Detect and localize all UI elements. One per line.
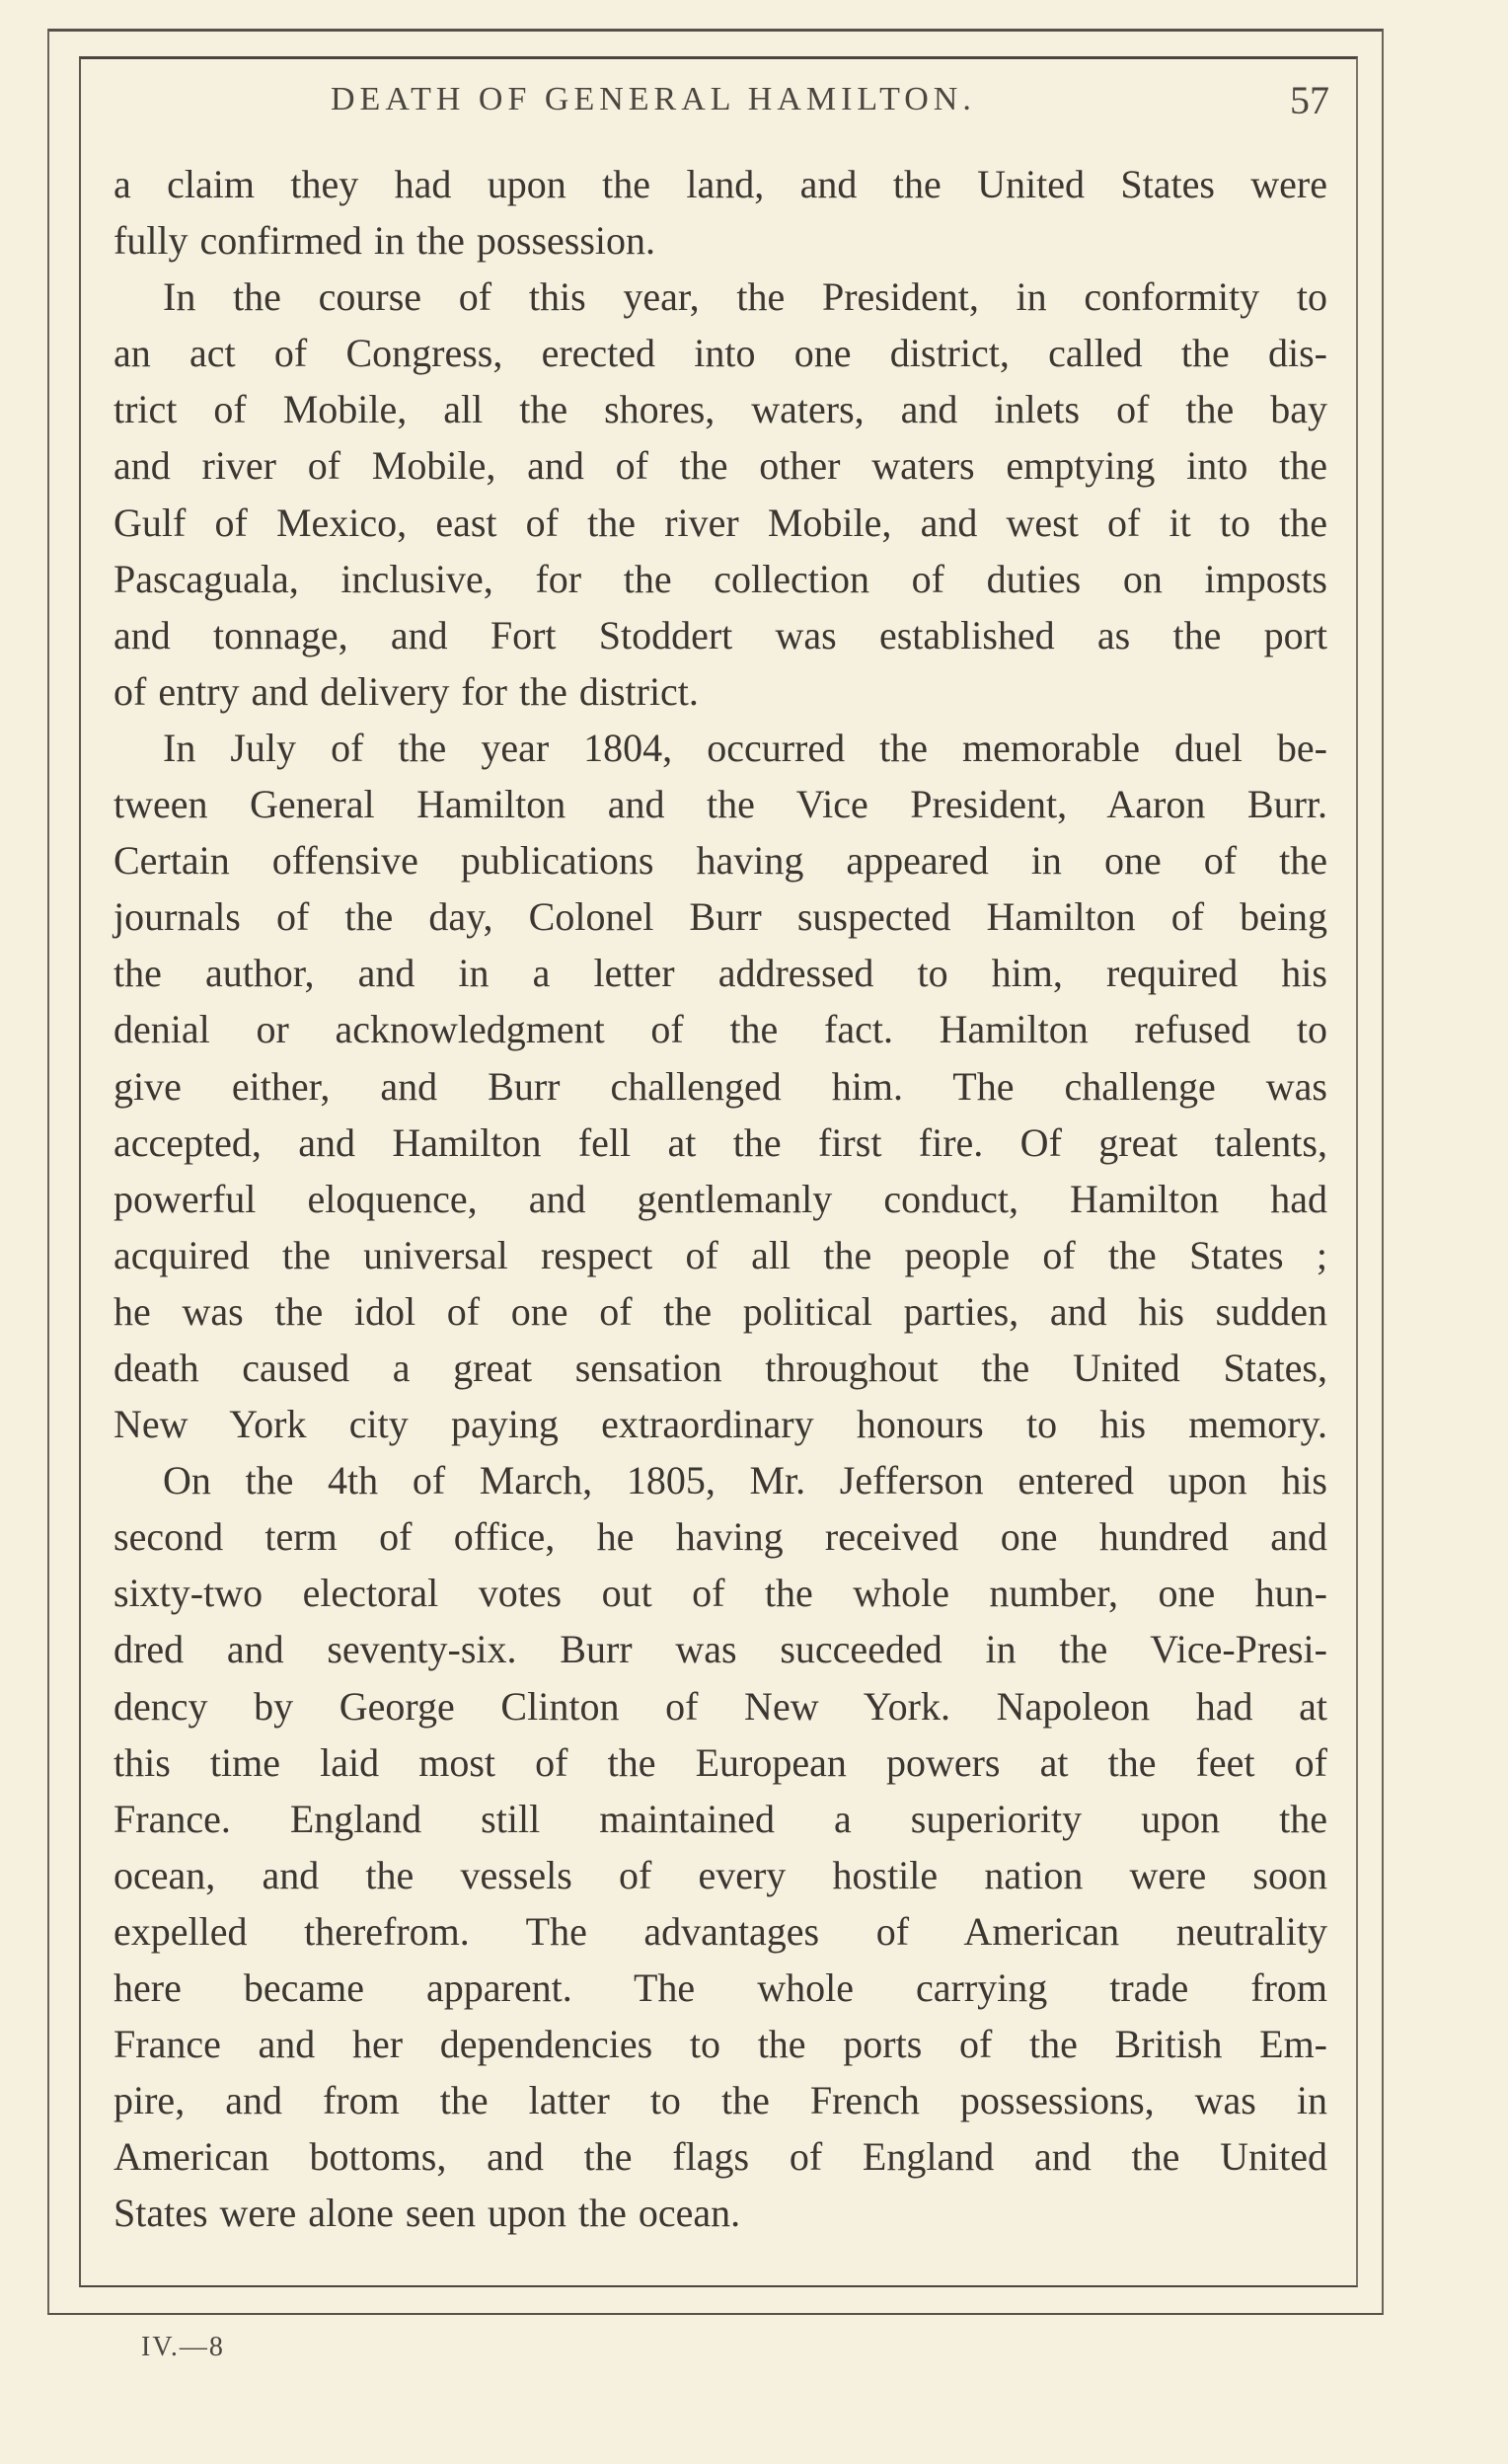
text-line: France and her dependencies to the ports of the British Em- <box>113 2022 1327 2067</box>
text-line: accepted, and Hamilton fell at the first fire. Of great talents, <box>113 1119 1327 1165</box>
text-line: American bottoms, and the flags of England and the United <box>113 2134 1327 2180</box>
text-line: On the 4th of March, 1805, Mr. Jefferson entered upon his <box>163 1458 1327 1503</box>
text-line: pire, and from the latter to the French possessions, was in <box>113 2078 1327 2123</box>
text-line: trict of Mobile, all the shores, waters, and inlets of the bay <box>113 387 1327 432</box>
page-number: 57 <box>1290 78 1329 122</box>
body-text <box>113 156 1327 2241</box>
text-line: a claim they had upon the land, and the United States were <box>113 162 1327 206</box>
text-line: Pascaguala, inclusive, for the collection of duties on imposts <box>113 556 1327 601</box>
text-line: here became apparent. The whole carrying trade from <box>113 1965 1327 2010</box>
text-line: In the course of this year, the President, in conformity to <box>163 274 1327 320</box>
text-line: acquired the universal respect of all the people of the States ; <box>113 1232 1327 1277</box>
text-line: ocean, and the vessels of every hostile nation were soon <box>113 1852 1327 1897</box>
text-line: powerful eloquence, and gentlemanly conduct, Hamilton had <box>113 1176 1327 1221</box>
text-line: States were alone seen upon the ocean. <box>113 2191 741 2236</box>
text-line: tween General Hamilton and the Vice President, Aaron Burr. <box>113 782 1327 827</box>
signature-mark: IV.—8 <box>141 2332 225 2362</box>
text-line: give either, and Burr challenged him. The challenge was <box>113 1063 1327 1109</box>
text-line: dency by George Clinton of New York. Napoleon had at <box>113 1683 1327 1729</box>
text-line: journals of the day, Colonel Burr suspected Hamilton of being <box>113 894 1327 940</box>
text-line: Gulf of Mexico, east of the river Mobile, and west of it to the <box>113 500 1327 545</box>
text-line: of entry and delivery for the district. <box>113 668 699 714</box>
text-line: expelled therefrom. The advantages of American neutrality <box>113 1908 1327 1954</box>
text-line: the author, and in a letter addressed to him, required his <box>113 951 1327 996</box>
text-line: this time laid most of the European powers at the feet of <box>113 1739 1327 1785</box>
text-line: second term of office, he having received one hundred and <box>113 1514 1327 1560</box>
text-line: fully confirmed in the possession. <box>113 218 656 264</box>
text-line: sixty-two electoral votes out of the whole number, one hun- <box>113 1571 1327 1616</box>
text-line: France. England still maintained a superiority upon the <box>113 1796 1327 1841</box>
text-line: denial or acknowledgment of the fact. Hamilton refused to <box>113 1007 1327 1052</box>
running-header <box>113 78 1329 130</box>
text-line: he was the idol of one of the political parties, and his sudden <box>113 1288 1327 1334</box>
text-line: Certain offensive publications having appeared in one of the <box>113 838 1327 884</box>
text-line: dred and seventy-six. Burr was succeeded in the Vice-Presi- <box>113 1627 1327 1672</box>
text-line: death caused a great sensation throughout the United States, <box>113 1345 1327 1390</box>
text-line: In July of the year 1804, occurred the memorable duel be- <box>163 725 1327 770</box>
text-line: New York city paying extraordinary honours to his memory. <box>113 1402 1327 1447</box>
text-line: and tonnage, and Fort Stoddert was established as the port <box>113 612 1327 657</box>
running-title: DEATH OF GENERAL HAMILTON. <box>331 81 976 117</box>
text-line: and river of Mobile, and of the other waters emptying into the <box>113 443 1327 489</box>
text-line: an act of Congress, erected into one district, called the dis- <box>113 331 1327 376</box>
